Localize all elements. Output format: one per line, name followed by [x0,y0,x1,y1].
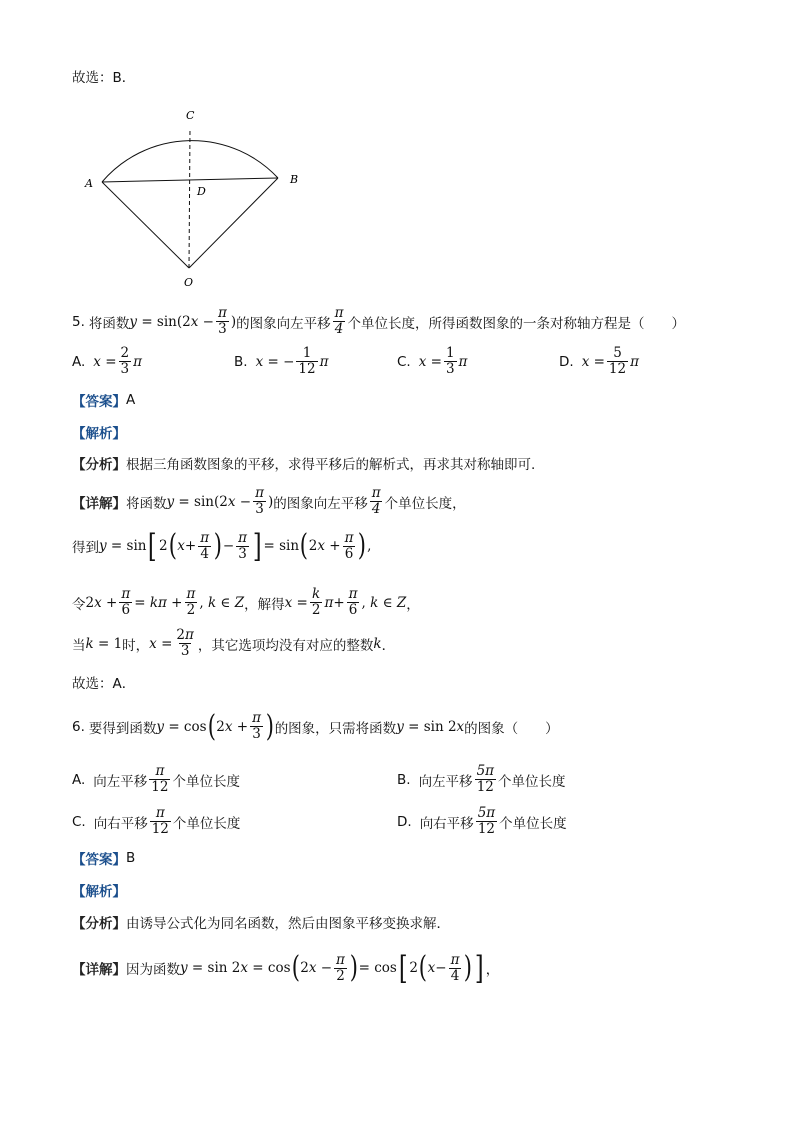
q6-stem: 6. 要得到函数 y = cos ( 2x + $\frac{\pi}{3}$ ) 的图象，只需将函数 y = sin 2x 的图象（ ） [72,708,559,744]
q6-option-c[interactable]: C. 向右平移 $\frac{\pi}{12}$ 个单位长度 [72,805,241,837]
q5-answer [72,390,135,410]
answer-value: A [126,392,136,408]
radius-oa [102,182,189,268]
q5-number: 5. [72,313,85,330]
q5-text-1: 将函数 [88,315,130,332]
prev-choice-text: 故选：B． [72,70,136,86]
q5-option-c[interactable]: C. x = $\frac{1}{3}$ π [397,345,468,377]
q5-option-a[interactable]: A. x = $\frac{2}{3}$ π [72,345,142,377]
label-c: C [186,109,195,122]
q6-option-d[interactable]: D. 向右平移 $\frac{5\pi}{12}$ 个单位长度 [397,805,567,837]
q5-detail-4: 当 k = 1 时， x = $\frac{2\pi}{3}$ ，其它选项均没有对应的整数 k ． [72,627,396,659]
q5-detail-1: 【详解】 将函数 y = sin(2x − $\frac{\pi}{3}$ ) 的图象向左平移 $\frac{\pi}{4}$ 个单位长度， [72,485,466,517]
sector-figure [80,102,310,292]
q5-choice: 故选：A． [72,676,136,692]
label-d: D [197,185,206,198]
q6-detail-1: 【详解】 因为函数 y = sin 2x = cos ( 2x − $\frac{\pi}{2}$ ) = cos [ 2 ( x − $\frac{\pi}{4}$ ) ] ， [72,949,500,987]
label-a: A [85,177,93,190]
q5-fenxi: 【分析】 根据三角函数图象的平移，求得平移后的解析式，再求其对称轴即可. [72,457,536,473]
q6-answer: 【答案】 B [72,850,136,868]
q5-detail-2: 得到 y = sin [ 2 ( x + $\frac{\pi}{4}$ ) − $\frac{\pi}{3}$ ] = sin ( 2x + $\frac{\pi}{6}$ ) , [72,527,372,565]
label-b: B [290,173,299,186]
q5-option-b[interactable]: B. x = − $\frac{1}{12}$ π [234,345,329,377]
q6-fenxi: 【分析】 由诱导公式化为同名函数，然后由图象平移变换求解． [72,916,450,932]
q5-detail-3: 令 2x + $\frac{\pi}{6}$ = kπ + $\frac{\pi}{2}$ , k ∈ Z ，解得 x = $\frac{k}{2}$ π + $\frac{\pi}{6}$ , k ∈ Z ， [72,586,420,618]
q5-text-2: 的图象向左平移 [236,315,331,332]
q6-jiexi: 【解析】 [72,884,126,900]
q6-number: 6. [72,718,85,735]
segment-oc [189,128,190,268]
prev-answer-line [72,66,135,86]
q5-option-d[interactable]: D. x = $\frac{5}{12}$ π [559,345,639,377]
answer-tag: 【答案】 [72,394,126,410]
q5-stem: 5. 将函数 y = sin(2x − $\frac{\pi}{3}$ ) 的图象向左平移 $\frac{\pi}{4}$ 个单位长度，所得函数图象的一条对称轴方程是（ ） [72,305,685,337]
q6-option-a[interactable]: A. 向左平移 $\frac{\pi}{12}$ 个单位长度 [72,763,240,795]
q5-jiexi: 【解析】 [72,426,126,442]
q6-option-b[interactable]: B. 向左平移 $\frac{5\pi}{12}$ 个单位长度 [397,763,566,795]
label-o: O [184,276,194,289]
q5-text-3: 个单位长度，所得函数图象的一条对称轴方程是（ ） [347,315,685,332]
